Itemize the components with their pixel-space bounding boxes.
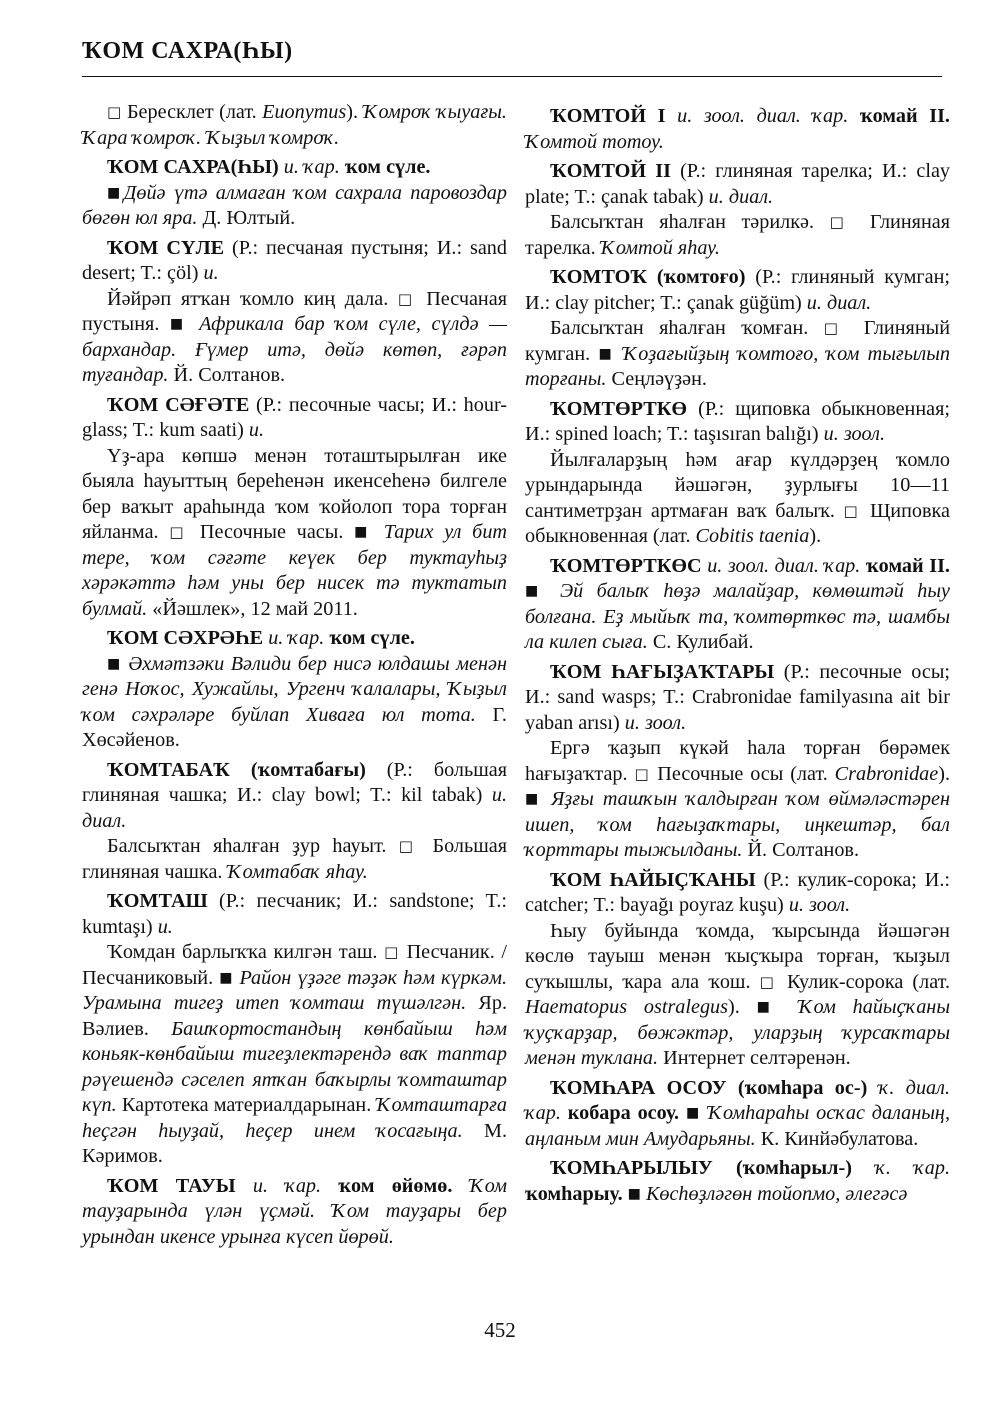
- running-head: ҠОМ САХРА(ҺЫ): [82, 38, 293, 64]
- dictionary-entry: ҠОМ СҮЛЕ (Р.: песчаная пустыня; И.: sand desert; T.: çöl) и.: [82, 236, 507, 284]
- entry-definition: Ҡомдан барлыҡҡа килгән таш. □ Песчаник. / Песчаниковый. ■ Район үҙәге тәҙәк һәм күркәм. Урамына тигеҙ итеп ҡомташ түшәлгән. Яр. Вәлиев. Башҡортостандың көнбайыш һәм коньяк-көнбайыш тигеҙлектәрендә ваҡ таптар рәүешендә сәселеп ятҡан баҡырлы ҡомташтар күп. Картотека материалдарынан. Ҡомташтарға һеҫгән һыуҙай, һеҫер инем ҡосағыңа. М. Кәримов.: [82, 941, 508, 1167]
- headword: ҠОМ СӘҒӘТЕ: [107, 393, 250, 416]
- filled-square-icon: ■: [219, 969, 234, 986]
- headword: ҠОМ ҺАҒЫҘАҠТАРЫ: [550, 660, 775, 683]
- headword: ҠОМ ТАУЫ: [107, 1174, 236, 1197]
- headword: ҠОМ САХРА(ҺЫ): [107, 156, 279, 178]
- entry-definition: Ергә ҡаҙып күкәй һала торған бөрәмек һағыҙаҡтар. □ Песочные осы (лат. Crabronidae). ■ Яҙғы ташҡын ҡалдырған ҡом өймәләстәрен ишеп, ҡом һағыҙаҡтары, иңкештәр, бал ҡорттары тыжылданы. Й. Солтанов.: [525, 737, 950, 861]
- headword: ҠОМТӨРТКӨ: [550, 397, 688, 420]
- entry-definition: Йылғаларҙың һәм ағар күлдәрҙең ҡомло урындарында йәшәгән, ҙурлығы 10—11 сантиметрҙан артмаған ваҡ балыҡ. □ Щиповка обыкновенная (лат. Cobitis taenia).: [525, 448, 950, 547]
- filled-square-icon: ■: [627, 1185, 641, 1202]
- entry-continuation: □ Бересклет (лат. Euonymus). Ҡомроҡ ҡыуағы. Ҡара ҡомроҡ. Ҡыҙыл ҡомроҡ.: [82, 101, 507, 149]
- dictionary-entry: ҠОМТАБАҠ (ҡомтабағы) (Р.: большая глиняная чашка; И.: clay bowl; T.: kil tabak) и. диал.: [82, 758, 507, 832]
- dictionary-entry: ҠОМТАШ (Р.: песчаник; И.: sandstone; T.: kumtaşı) и.: [82, 890, 507, 938]
- page-number: 452: [484, 1318, 516, 1342]
- dictionary-entry: ҠОМ ҺАҒЫҘАҠТАРЫ (Р.: песочные осы; И.: sand wasps; T.: Crabronidae familyasına ait bir yaban arısı) и. зоол.: [525, 660, 950, 734]
- entry-definition: Балсыҡтан яһалған тәрилкә. □ Глиняная тарелка. Ҡомтой яһау.: [525, 211, 950, 259]
- entry-definition: ■Дөйә үтә алмаған ҡом сахрала паровоздар бөгөн юл яра. Д. Юлтый.: [82, 181, 507, 229]
- dictionary-entry: ҠОМҺАРА ОСОУ (ҡомһара ос-) ҡ. диал. ҡар. кобара осоу. ■ Ҡомһараһы осҡас даланың, аңланым мин Амударьяны. К. Кинйәбулатова.: [525, 1076, 950, 1150]
- example-text: Ҡомроҡ ҡыуағы. Ҡара ҡомроҡ. Ҡыҙыл ҡомроҡ.: [82, 101, 507, 149]
- headword: ҠОМҺАРА ОСОУ (ҡомһара ос-): [550, 1076, 868, 1099]
- dictionary-entry: ҠОМ САХРА(ҺЫ) и. ҡар. ҡом сүле.: [107, 156, 431, 178]
- dictionary-entry: ҠОМТӨРТКӨ (Р.: щиповка обыкновенная; И.: spined loach; T.: taşısıran balığı) и. зоол.: [525, 397, 950, 445]
- filled-square-icon: ■: [756, 999, 782, 1015]
- filled-square-icon: ■: [107, 184, 124, 201]
- entry-definition: ■ Әхмәтзәки Вәлиди бер нисә юлдашы менән генә Ноҡос, Хужайлы, Ургенч ҡалалары, Ҡыҙыл ҡом сәхрәләре буйлап Хиваға юл тота. Г. Хөсәйенов.: [82, 652, 508, 751]
- headword: ҠОМТӨРТКӨС: [550, 554, 702, 577]
- dictionary-entry: ҠОМ СӘҒӘТЕ (Р.: песочные часы; И.: hour-glass; T.: kum saati) и.: [82, 393, 507, 441]
- filled-square-icon: ■: [169, 316, 189, 332]
- headword: ҠОМҺАРЫЛЫУ (ҡомһарыл-): [550, 1157, 852, 1179]
- open-square-icon: □: [829, 213, 855, 231]
- filled-square-icon: ■: [598, 345, 615, 362]
- entry-definition: Үҙ-ара көпшә менән тоташтырылған ике быяла һауыттың береһенән икенсеһенә билгеле бер ваҡыт араһында ҡом ҡойолоп тора торған яйланма. □ Песочные часы. ■ Тарих ул бит тере, ҡом сәғәте кеүек бер туктауһыҙ хәрәкәттә һәм уны бер нисек тә туктатып булмай. «Йәшлек», 12 май 2011.: [82, 444, 507, 620]
- dictionary-entry: ҠОМ ТАУЫ и. ҡар. ҡом өйөмө. Ҡом тауҙарында үлән үҫмәй. Ҡом тауҙары бер урындан икенсе урынға күсеп йөрөй.: [82, 1174, 507, 1248]
- headword: ҠОМ СӘХРӘҺЕ: [107, 627, 264, 649]
- open-square-icon: □: [384, 943, 400, 961]
- filled-square-icon: ■: [525, 583, 547, 599]
- filled-square-icon: ■: [107, 655, 122, 672]
- headword: ҠОМТОҠ (ҡомтоғо): [550, 266, 746, 288]
- headword: ҠОМТАШ: [107, 890, 208, 912]
- dictionary-entry: ҠОМТӨРТКӨС и. зоол. диал. ҡар. ҡомай II. ■ Эй балыҡ һөҙә малайҙар, көмөштәй һыу болғана. Еҙ мыйыҡ та, ҡомтөрткөс тә, шамбы ла килеп сыға. С. Кулибай.: [525, 554, 950, 653]
- filled-square-icon: ■: [685, 1105, 701, 1121]
- headword: ҠОМТАБАҠ (ҡомтабағы): [107, 758, 366, 781]
- left-column: [82, 100, 507, 1250]
- dictionary-entry: ҠОМ СӘХРӘҺЕ и. ҡар. ҡом сүле.: [107, 627, 415, 649]
- right-column: [525, 100, 950, 1207]
- open-square-icon: □: [843, 501, 862, 520]
- dictionary-entry: ҠОМ ҺАЙЫҪҠАНЫ (Р.: кулик-сорока; И.: catcher; T.: bayağı poyraz kuşu) и. зоол.: [525, 868, 950, 916]
- headword: ҠОМТОЙ II: [550, 160, 671, 182]
- filled-square-icon: ■: [354, 524, 374, 540]
- entry-definition: Балсыҡтан яһалған ҡомған. □ Глиняный кумган. ■ Ҡоҙағыйҙың ҡомтоғо, ҡом тығылып торғаны. Сеңләүҙән.: [525, 317, 950, 390]
- open-square-icon: □: [823, 319, 849, 337]
- entry-definition: Балсыҡтан яһалған ҙур һауыт. □ Большая глиняная чашка. Ҡомтабаҡ яһау.: [82, 835, 507, 883]
- headword: ҠОМТОЙ I: [550, 105, 666, 127]
- entry-definition: Һыу буйында ҡомда, ҡырсында йәшәгән көслө тауыш менән ҡыҫҡыра торған, ҡыҙыл суҡышлы, ҡара ала ҡош. □ Кулик-сорока (лат. Haematopus ostralegus). ■ Ҡом һайыҫҡаны ҡуҫҡарҙар, бөжәктәр, уларҙың ҡурсаҡтары менән туклана. Интернет селтәренән.: [525, 919, 950, 1069]
- header-rule: [82, 76, 942, 77]
- filled-square-icon: ■: [525, 791, 543, 807]
- dictionary-entry: ҠОМТОҠ (ҡомтоғо) (Р.: глиняный кумган; И.: clay pitcher; T.: çanak güğüm) и. диал.: [525, 266, 950, 314]
- entry-definition: Йәйрәп ятҡан ҡомло киң дала. □ Песчаная пустыня. ■ Африкала бар ҡом сүле, сүлдә — бархандар. Ғүмер итә, дөйә көтөп, ғәрәп туғандар. Й. Солтанов.: [82, 287, 507, 386]
- open-square-icon: □: [107, 103, 122, 121]
- dictionary-entry: ҠОМҺАРЫЛЫУ (ҡомһарыл-) ҡ. ҡар. ҡомһарыу. ■ Көсһөҙләгөн тойопмо, әлегәсә: [525, 1157, 951, 1205]
- dictionary-entry: ҠОМТОЙ II (Р.: глиняная тарелка; И.: clay plate; T.: çanak tabak) и. диал.: [525, 160, 950, 208]
- open-square-icon: □: [169, 523, 190, 541]
- open-square-icon: □: [759, 972, 778, 991]
- headword: ҠОМ СҮЛЕ: [107, 236, 225, 259]
- open-square-icon: □: [398, 837, 421, 855]
- open-square-icon: □: [397, 289, 417, 308]
- dictionary-entry: ҠОМТОЙ I и. зоол. диал. ҡар. ҡомай II. Ҡомтой тотоу.: [525, 105, 950, 153]
- open-square-icon: □: [634, 764, 651, 783]
- headword: ҠОМ ҺАЙЫҪҠАНЫ: [550, 868, 756, 891]
